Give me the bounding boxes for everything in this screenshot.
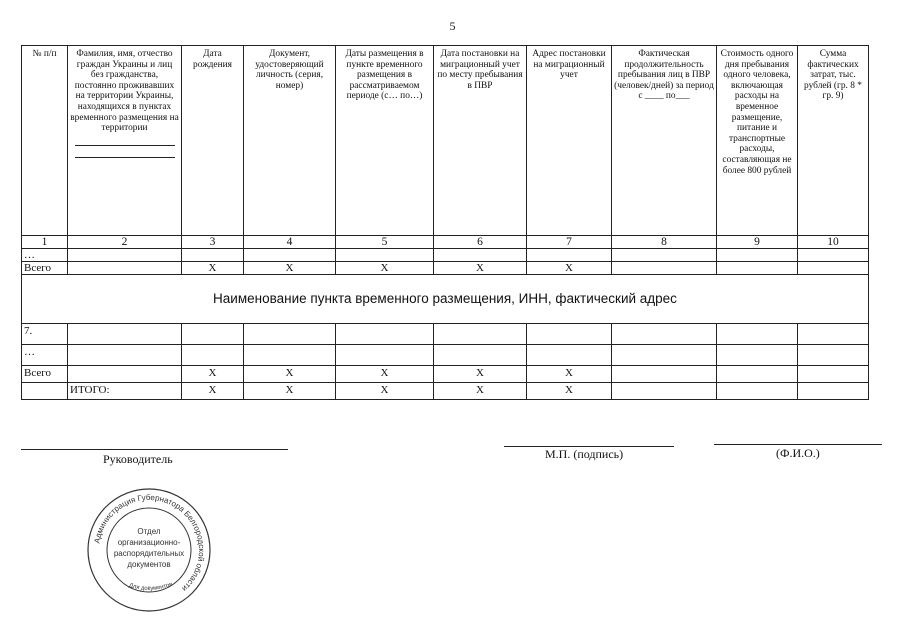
total-label: Всего	[22, 366, 68, 383]
table-cell	[527, 249, 612, 262]
x-mark: Х	[244, 366, 336, 383]
table-cell	[182, 249, 244, 262]
header-cell-7: Адрес постановки на миграционный учет	[527, 46, 612, 236]
table-cell	[68, 249, 182, 262]
column-number: 6	[434, 236, 527, 249]
table-cell	[22, 383, 68, 400]
table-cell	[336, 324, 434, 345]
header-cell-2	[68, 46, 182, 236]
table-row	[22, 324, 869, 345]
column-number: 4	[244, 236, 336, 249]
x-mark: Х	[336, 366, 434, 383]
table-cell	[336, 249, 434, 262]
table-cell	[717, 324, 798, 345]
table-cell	[244, 324, 336, 345]
column-number: 5	[336, 236, 434, 249]
grand-total-label: ИТОГО:	[68, 383, 182, 400]
x-mark: Х	[182, 262, 244, 275]
head-label: Руководитель	[103, 452, 173, 466]
table-cell	[68, 262, 182, 275]
table-cell	[717, 366, 798, 383]
row-number: 7.	[22, 324, 68, 345]
table-cell	[434, 249, 527, 262]
table-cell	[798, 249, 869, 262]
x-mark: Х	[244, 383, 336, 400]
name-label: (Ф.И.О.)	[776, 446, 820, 460]
stamp-ring-path-text: Администрация Губернатора Белгородской области	[92, 492, 207, 594]
x-mark: Х	[434, 366, 527, 383]
table-row	[22, 249, 869, 262]
head-signature-line	[21, 449, 288, 450]
column-number-row	[22, 236, 869, 249]
table-cell	[612, 345, 717, 366]
table-cell	[798, 383, 869, 400]
table-cell	[798, 262, 869, 275]
table-cell	[612, 366, 717, 383]
seal-signature-label: М.П. (подпись)	[545, 447, 624, 461]
header-row	[22, 46, 869, 236]
x-mark: Х	[336, 262, 434, 275]
table-cell	[717, 249, 798, 262]
x-mark: Х	[182, 366, 244, 383]
header-cell-9: Стоимость одного дня пребывания одного человека, включающая расходы на временное размещение, питание и транспортные расходы, составляющая не более 800 рублей	[717, 46, 798, 236]
stamp	[86, 487, 212, 613]
table-cell	[798, 366, 869, 383]
header-cell-6: Дата постановки на миграционный учет по месту пребывания в ПВР	[434, 46, 527, 236]
row-ellipsis: …	[22, 345, 68, 366]
total-row	[22, 366, 869, 383]
blank-line	[75, 137, 175, 146]
header-cell-5: Даты размещения в пункте временного размещения в рассматриваемом периоде (с… по…)	[336, 46, 434, 236]
table-cell	[336, 345, 434, 366]
column-number: 1	[22, 236, 68, 249]
total-label: Всего	[22, 262, 68, 275]
x-mark: Х	[182, 383, 244, 400]
x-mark: Х	[527, 383, 612, 400]
register-table	[21, 45, 869, 400]
x-mark: Х	[434, 262, 527, 275]
header-cell-3: Дата рождения	[182, 46, 244, 236]
table-cell	[527, 345, 612, 366]
table-cell	[612, 249, 717, 262]
header-cell-10: Сумма фактических затрат, тыс. рублей (гр. 8 * гр. 9)	[798, 46, 869, 236]
name-line	[714, 444, 882, 445]
table-cell	[612, 324, 717, 345]
stamp-line-2: организационно-	[117, 538, 181, 547]
total-row	[22, 262, 869, 275]
grand-total-row	[22, 383, 869, 400]
x-mark: Х	[527, 366, 612, 383]
table-cell	[527, 324, 612, 345]
x-mark: Х	[527, 262, 612, 275]
table-cell	[717, 345, 798, 366]
table-cell	[798, 324, 869, 345]
table-cell	[798, 345, 869, 366]
table-cell	[434, 345, 527, 366]
column-number: 7	[527, 236, 612, 249]
column-number: 2	[68, 236, 182, 249]
table-cell	[68, 366, 182, 383]
row-ellipsis: …	[22, 249, 68, 262]
table-cell	[717, 383, 798, 400]
x-mark: Х	[244, 262, 336, 275]
stamp-line-4: документов	[127, 560, 171, 569]
section-title: Наименование пункта временного размещения, ИНН, фактический адрес	[22, 275, 869, 324]
header-cell-2-text: Фамилия, имя, отчество граждан Украины и лиц без гражданства, постоянно проживавших на территории Украины, находящихся в пунктах временного размещения на территории	[70, 49, 179, 134]
stamp-line-1: Отдел	[137, 527, 161, 536]
column-number: 10	[798, 236, 869, 249]
table-cell	[68, 324, 182, 345]
x-mark: Х	[434, 383, 527, 400]
stamp-line-3: распорядительных	[113, 549, 185, 558]
header-cell-4: Документ, удостоверяющий личность (серия, номер)	[244, 46, 336, 236]
table-cell	[612, 262, 717, 275]
blank-line	[75, 149, 175, 158]
table-cell	[182, 345, 244, 366]
table-cell	[612, 383, 717, 400]
section-row	[22, 275, 869, 324]
table-cell	[434, 324, 527, 345]
table-cell	[244, 345, 336, 366]
x-mark: Х	[336, 383, 434, 400]
table-cell	[68, 345, 182, 366]
page-number: 5	[449, 19, 456, 33]
stamp-bottom-path-text: Для документов	[128, 581, 174, 593]
header-cell-8: Фактическая продолжительность пребывания лиц в ПВР (человек/дней) за период с ____ по___	[612, 46, 717, 236]
stamp-bottom-text	[128, 582, 173, 592]
column-number: 9	[717, 236, 798, 249]
table-cell	[182, 324, 244, 345]
header-cell-1: № п/п	[22, 46, 68, 236]
table-cell	[717, 262, 798, 275]
table-cell	[244, 249, 336, 262]
column-number: 8	[612, 236, 717, 249]
column-number: 3	[182, 236, 244, 249]
table-row	[22, 345, 869, 366]
